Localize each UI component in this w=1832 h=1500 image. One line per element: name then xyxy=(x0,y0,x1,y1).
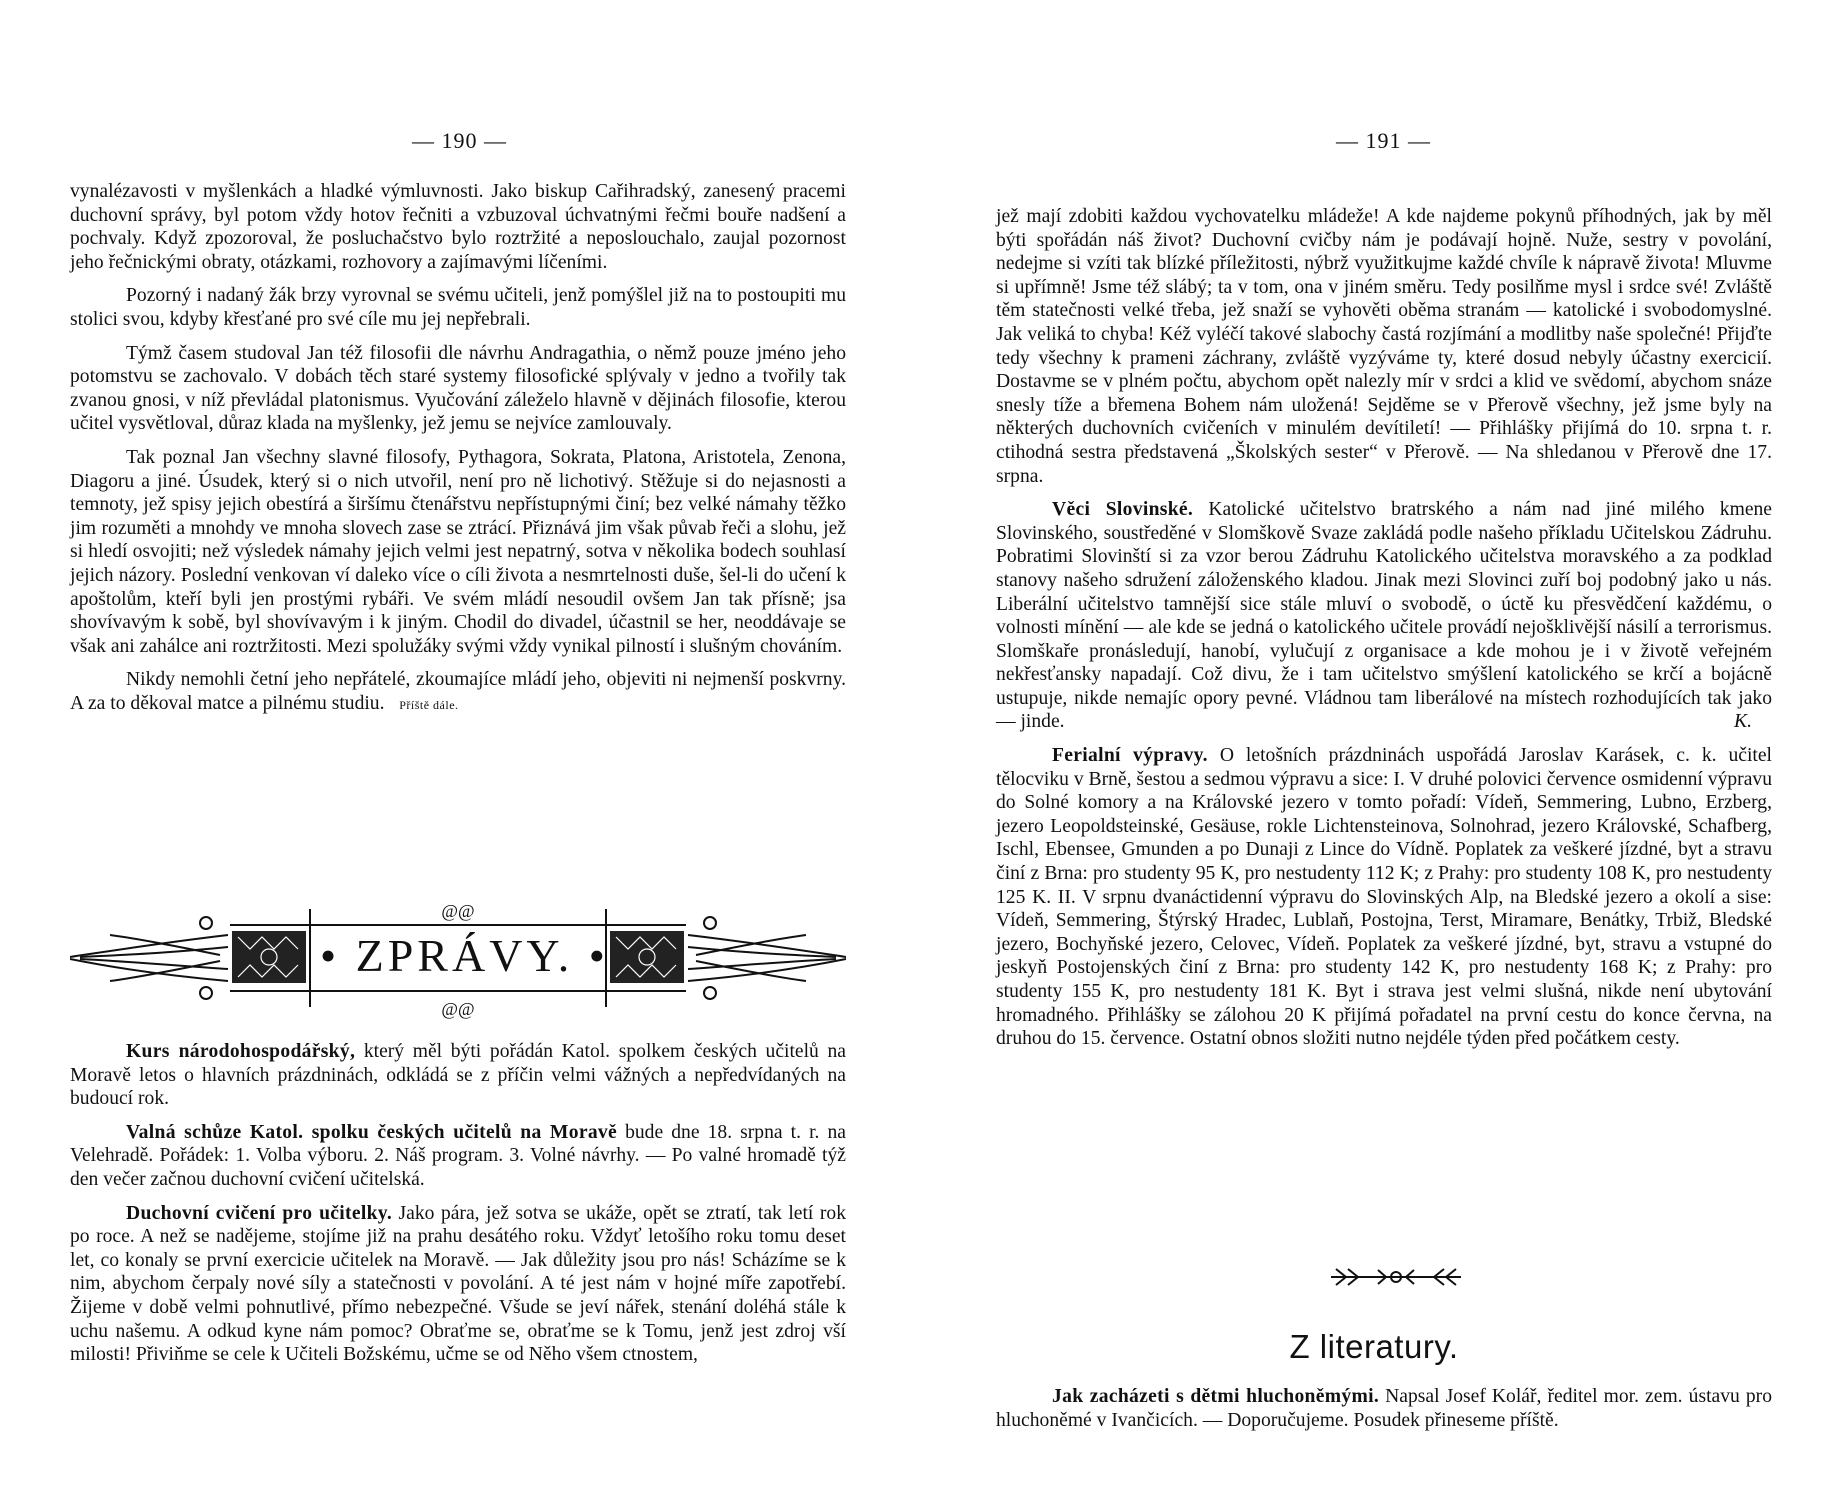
continued-note: Příště dále. xyxy=(399,697,459,712)
news-heading: Věci Slovinské. xyxy=(1052,499,1194,521)
news-item xyxy=(996,744,1772,1051)
section-divider-ornament xyxy=(1326,1262,1466,1292)
signature: K. xyxy=(1734,711,1752,733)
page-number: — 191 — xyxy=(1336,128,1431,153)
section-title: Z literatury. xyxy=(1289,1328,1459,1365)
news-item xyxy=(70,1202,846,1367)
news-section xyxy=(70,1040,846,1367)
news-item xyxy=(996,498,1772,734)
paragraph: Týmž časem studoval Jan též filosofii dle návrhu Andragathia, o němž pouze jméno jeho potomstvu se zachovalo. V dobách těch staré systemy filosofické splývaly v jedno a tvořily tak zvanou gnosi, v níž převládal platonismus. Vyučování záleželo hlavně v dějinách filosofie, kterou učitel vysvětloval, důraz klada na myšlenky, jež jemu se nejvíce zamlouvaly. xyxy=(70,342,846,435)
page-number: — 190 — xyxy=(412,128,507,153)
paragraph: Tak poznal Jan všechny slavné filosofy, Pythagora, Sokrata, Platona, Aristotela, Zenona, Diagoru a jiné. Úsudek, který si o nich utvořil, není pro ně lichotivý. Stěžuje si do nejasnosti a temnoty, jež spisy jejich obestírá a širšímu čtenářstvu nepřístupnými činí; bez velké námahy těžko jim rozuměti a mnohdy ve mnoha slovech zase se ztrácí. Přiznává jim však půvab řeči a slohu, jež si hledí osvojiti; než výsledek námahy jejich velmi jest nepatrný, sotva v několika bodech souhlasí jejich názory. Poslední venkovan ví daleko více o cíli života a nesmrtelnosti duše, šel-li do učení k apoštolům, kteří byli jen prostými rybáři. Ve svém mládí nesoudil ovšem Jan tak přísně; jsa shovívavým k sobě, byl shovívavým i k jiným. Chodil do divadel, účastnil se her, neoddávaje se však ani zahálce ani roztržitosti. Mezi spolužáky svými vždy vynikal pilností i slušným chováním. xyxy=(70,446,846,657)
news-text: bude dne 18. srpna t. r. na Velehradě. Pořádek: 1. Volba výboru. 2. Náš program. 3. Volné návrhy. — Po valné hromadě týž den večer začnou duchovní cvičení učitelská. xyxy=(70,1121,846,1190)
news-text: který měl býti pořádán Katol. spolkem českých učitelů na Moravě letos o hlavních prázdninách, odkládá se z příčin velmi vážných a nepředvídaných na budoucí rok. xyxy=(70,1041,846,1110)
literature-item xyxy=(996,1385,1772,1432)
news-item xyxy=(70,1040,846,1111)
news-heading: Kurs národohospodářský, xyxy=(126,1041,356,1062)
banner-title: • ZPRÁVY. • xyxy=(320,930,609,981)
article-body xyxy=(70,180,846,717)
paragraph: jež mají zdobiti každou vychovatelku mládeže! A kde najdeme pokynů příhodných, jak by měl býti spořádán náš život? Duchovní cvičby nám je podávají hojně. Nuže, sestry v povolání, nedejme si vzíti tak blízké příležitosti, nýbrž využitkujme každé chvíle k nápravě života! Mluvme si upřímně! Jsme též slábý; ta v tom, ona v jiném směru. Tedy posilňme mysl i srdce své! Zvláště těm statečnosti velké třeba, jež snaží se vyhověti oběma stranám — katolické i svobodomyslné. Jak veliká to chyba! Kéž vyléčí takové slabochy častá rozjímání a modlitby naše společné! Přijďte tedy všechny k prameni záchrany, zvláště vyzýváme ty, které dosud nebyly účastny exercicií. Dostavme se v plném počtu, abychom opět nalezly mír v srdci a klid ve svědomí, abychom snáze snesly tíže a břemena Bohem nám uložená! Sejděme se v Přerově všechny, jež jsme byly na některých duchovních cvičeních v minulém devítiletí! — Přihlášky přijímá do 10. srpna t. r. ctihodná sestra představená „Školských sester“ v Přerově. — Na shledanou v Přerově dne 17. srpna. xyxy=(996,206,1772,487)
news-text: Katolické učitelstvo bratrského a nám nad jiné milého kmene Slovinského, soustředěné v Slomškově Svaze zakládá podle našeho příkladu Učitelskou Zádruhu. Pobratimi Slovinští si za vzor berou Zádruhu Katolického učitelstva moravského a za podklad stanovy našeho sdružení záloženského kladou. Jinak mezi Slovinci zuří boj podobný jako u nás. Liberální učitelstvo tamnější sice stále mluví o svobodě, o úctě ku přesvědčení každému, o volnosti mínění — ale kde se jedná o katolického učitele provádí nejošklivější násilí a terrorismus. Slomškaře pronásledují, hanobí, vylučují z organisace a kde mohou je i v životě veřejném nekřesťansky napadají. Což divu, že i tam učitelstvo smýšlení katolického se krčí a bojácně ustupuje, nikde nemajíc opory pevné. Vládnou tam liberálové na místech rozhodujících tak jako — jinde. xyxy=(996,499,1773,733)
svg-text:@@: @@ xyxy=(441,999,475,1019)
svg-text:@@: @@ xyxy=(441,901,475,921)
news-banner xyxy=(70,895,846,1020)
book-review: Napsal Josef Kolář, ředitel mor. zem. ústavu pro hluchoněmé v Ivančicích. — Doporučujeme. Posudek přineseme příště. xyxy=(996,1386,1772,1431)
news-text: Jako pára, jež sotva se ukáže, opět se ztratí, tak letí rok po roce. A než se nadějeme, stojíme již na prahu desátého roku. Vždyť letošího roku tomu deset let, co konaly se první exercicie učitelek na Moravě. — Jak důležity jsou pro nás! Scházíme se k nim, abychom čerpaly nové síly a statečnosti v povolání. A té jest nám v hojné míře zapotřebí. Žijeme v době velmi pohnutlivé, přímo nebezpečné. Všude se jeví nářek, stenání doléhá stále k uchu našemu. A odkud kyne nám pomoc? Obraťme se, obraťme se k Tomu, jenž jest zdroj vší milosti! Přiviňme se cele k Učiteli Božskému, učme se od Něho všem ctnostem, xyxy=(70,1202,846,1366)
paragraph: vynalézavosti v myšlenkách a hladké výmluvnosti. Jako biskup Cařihradský, zanesený pracemi duchovní správy, byl potom vždy hotov řečniti a vzbuzoval úchvatnými řečmi bouře nadšení a pochvaly. Když zpozoroval, že posluchačstvo bylo roztržité a neposlouchalo, zaujal pozornost jeho řečnickými obraty, otázkami, rozhovory a zajímavými líčeními. xyxy=(70,181,846,273)
news-heading: Valná schůze Katol. spolku českých učitelů na Moravě xyxy=(126,1121,618,1143)
news-text: O letošních prázdninách uspořádá Jaroslav Karásek, c. k. učitel tělocviku v Brně, šestou a sedmou výpravu a sice: I. V druhé polovici července osmidenní výpravu do Solné komory a na Královské jezero v tomto pořadí: Vídeň, Semmering, Lubno, Erzberg, jezero Leopoldsteinské, Gesäuse, rokle Lichtensteinova, Solnohrad, jezero Královské, Schafberg, Ischl, Ebensee, Gmunden a po Dunaji z Lince do Vídně. Poplatek za veškeré jízdné, byt a stravu činí z Brna: pro studenty 95 K, pro nestudenty 112 K; z Prahy: pro studenty 108 K, pro nestudenty 125 K. II. V srpnu dvanáctidenní výpravu do Slovinských Alp, na Bledské jezero a okolí a sise: Vídeň, Semmering, Štýrský Hradec, Lublaň, Postojna, Terst, Miramare, Benátky, Trbiž, Bledské jezero, Bochyňské jezero, Celovec, Vídeň. Poplatek za veškeré jízdné, byt, stravu a vstupné do jeskyň Postojenských činí z Brna: pro studenty 142 K, pro nestudenty 168 K; z Prahy: pro studenty 155 K, pro nestudenty 181 K. Byt i strava jest velmi slušná, nikde není ubytování hromadného. Přihlášky se zálohou 20 K přijímá pořadatel na první cestu do konce června, na druhou do 15. července. Ostatní obnos složiti nutno nejdéle týden před počátkem cesty. xyxy=(996,745,1772,1050)
paragraph: Pozorný i nadaný žák brzy vyrovnal se svému učiteli, jenž pomýšlel již na to postoupiti mu stolici svou, kdyby křesťané pro své cíle mu jej nepřebrali. xyxy=(70,285,846,330)
news-item xyxy=(70,1121,846,1192)
right-page xyxy=(916,0,1832,1500)
paragraph-text: Nikdy nemohli četní jeho nepřátelé, zkoumajíce mládí jeho, objeviti ni nejmenší poskvrny. A za to děkoval matce a pilnému studiu. xyxy=(70,669,846,714)
paragraph xyxy=(70,668,846,717)
book-title: Jak zacházeti s dětmi hluchoněmými. xyxy=(1052,1386,1380,1407)
news-heading: Duchovní cvičení pro učitelky. xyxy=(126,1202,393,1224)
news-section xyxy=(996,205,1772,1051)
literature-section xyxy=(996,1385,1772,1432)
news-heading: Ferialní výpravy. xyxy=(1052,745,1208,767)
